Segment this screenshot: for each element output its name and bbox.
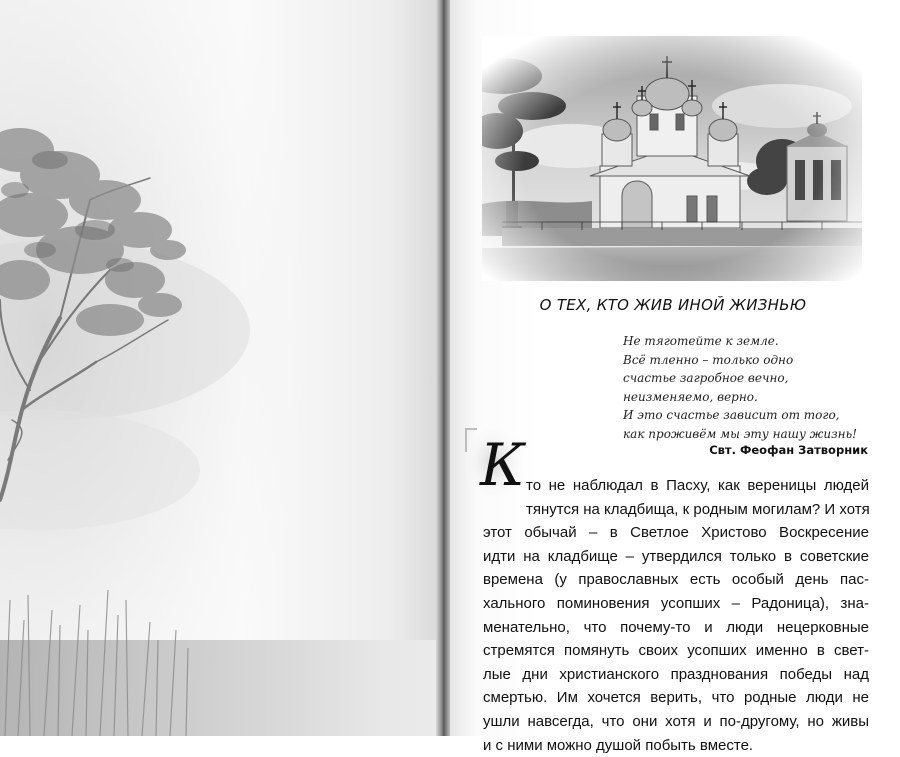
body-line: менательно, что почему-то и люди нецерковные — [483, 618, 869, 636]
body-line: и с ними можно душой побыть вместе. — [483, 736, 754, 754]
chapter-title: О ТЕХ, КТО ЖИВ ИНОЙ ЖИЗНЬЮ — [539, 296, 807, 314]
body-line: лые дни христианского празднования победы над — [483, 665, 869, 683]
epigraph-line: Не тяготейте к земле. — [623, 334, 779, 348]
left-page — [0, 0, 440, 736]
body-line: стремятся помянуть своих усопших именно в свет- — [483, 642, 869, 660]
body-line: времена (у православных есть особый день пас- — [483, 571, 869, 589]
epigraph-line: Всё тленно – только одно — [623, 352, 794, 367]
church-photo — [482, 36, 862, 281]
epigraph-line: как проживём мы эту нашу жизнь! — [623, 426, 857, 441]
body-line: смертью. Им хочется верить, что родные люди не — [483, 689, 869, 707]
faded-tree-illustration — [0, 0, 440, 736]
body-line: ушли навсегда, что они хотя и по-другому, но живы — [483, 712, 869, 730]
body-line: хального поминовения усопших – Радоница), зна- — [483, 594, 869, 612]
body-line: тянутся на кладбища, к родным могилам? И хотя — [526, 500, 870, 518]
body-line: этот обычай – в Светлое Христово Воскресение — [483, 524, 869, 542]
epigraph — [623, 332, 863, 443]
book-gutter — [436, 0, 450, 736]
epigraph-line: счастье загробное вечно, — [623, 371, 789, 385]
epigraph-attribution: Свт. Феофан Затворник — [709, 443, 868, 457]
body-line: идти на кладбище – утвердился только в советские — [483, 547, 869, 565]
epigraph-line: неизменяемо, верно. — [623, 389, 758, 404]
body-paragraph — [483, 474, 869, 757]
epigraph-line: И это счастье зависит от того, — [623, 408, 840, 422]
drop-cap-letter: К — [480, 431, 525, 499]
body-line: то не наблюдал в Пасху, как вереницы людей — [526, 477, 869, 494]
